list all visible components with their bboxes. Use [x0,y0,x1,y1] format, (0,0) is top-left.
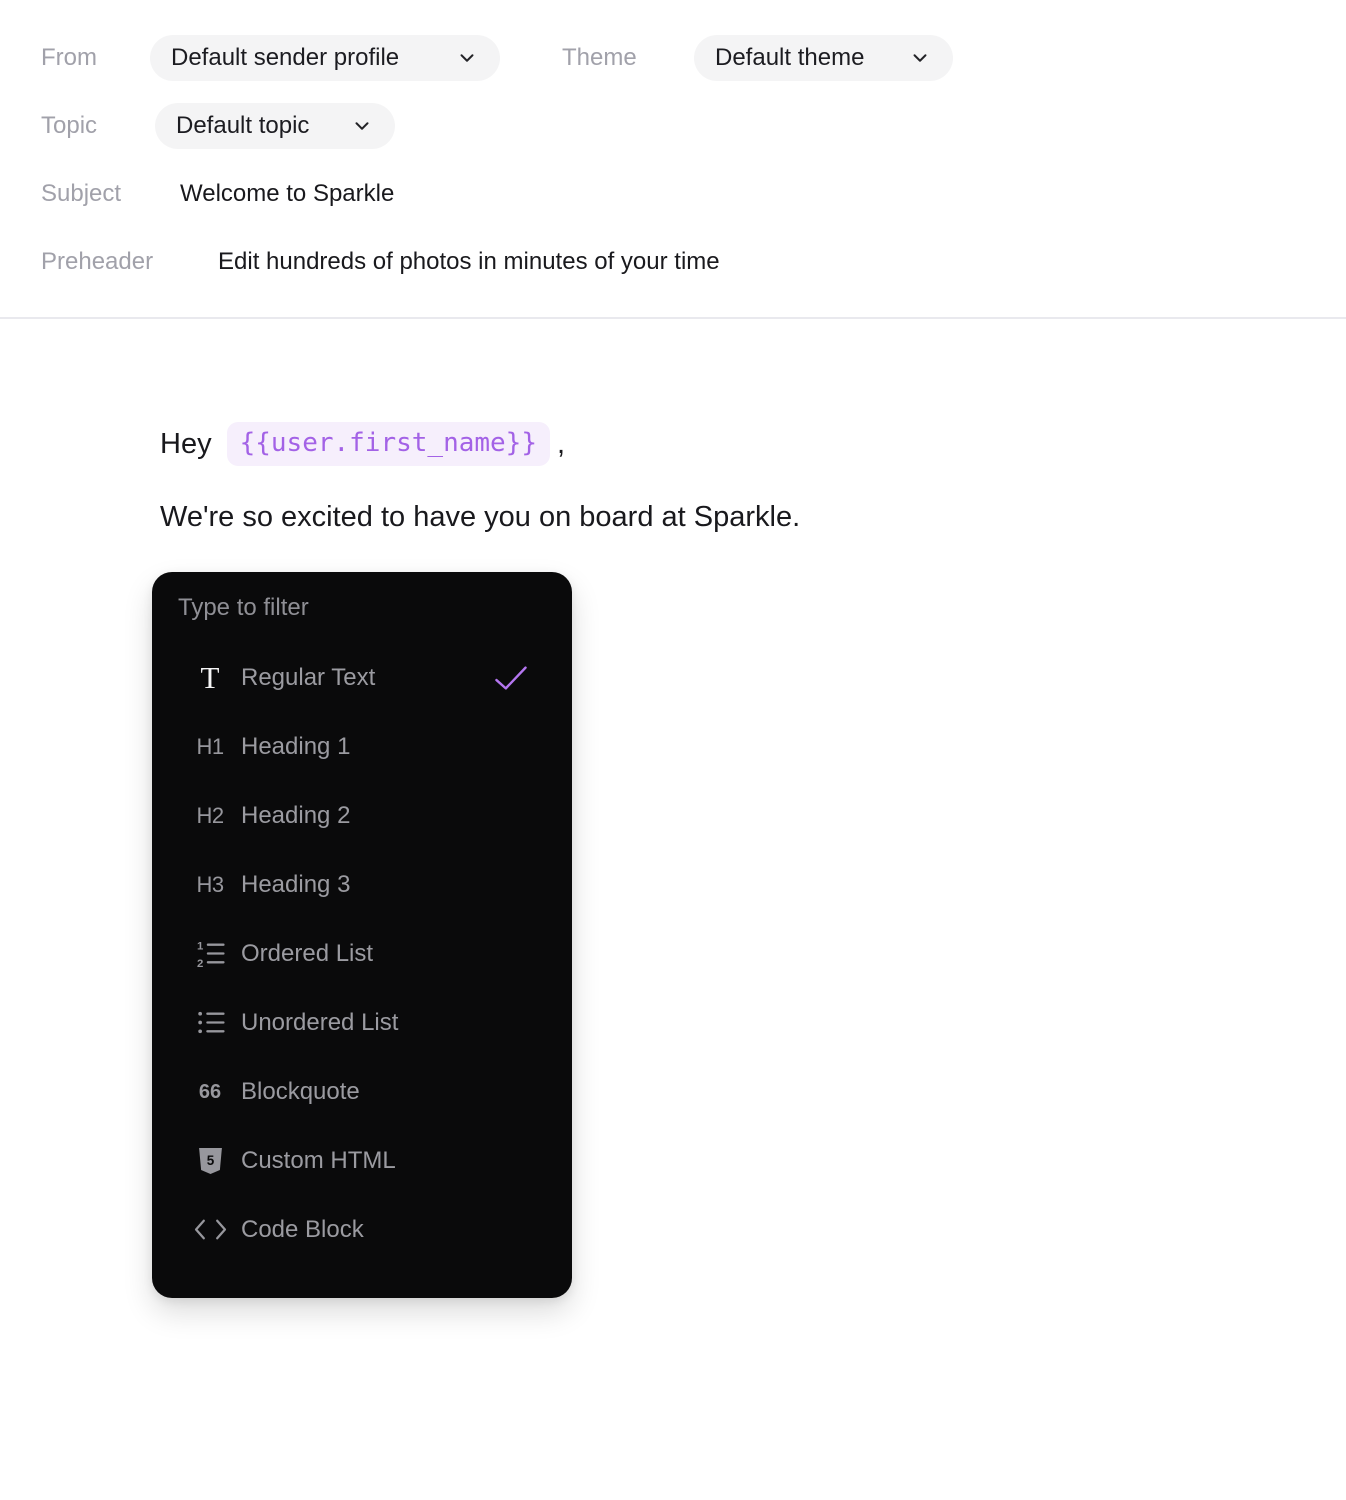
menu-item-label: Custom HTML [241,1146,396,1174]
topic-label: Topic [41,112,98,139]
chevron-down-icon [351,115,373,137]
menu-item-label: Heading 2 [241,801,351,829]
greeting-line [160,419,565,469]
subject-label: Subject [41,180,122,207]
theme-label: Theme [562,44,637,71]
block-type-menu [152,572,572,1298]
header-divider [0,317,1346,319]
menu-item-custom-html[interactable] [152,1126,572,1195]
template-variable-token[interactable]: {{user.first_name}} [227,422,550,466]
heading-1-icon: H1 [196,733,224,759]
svg-text:5: 5 [206,1152,214,1168]
greeting-prefix: Hey [160,427,212,460]
theme-dropdown[interactable] [694,35,953,81]
svg-text:1: 1 [196,940,203,953]
text-icon: T [200,660,220,695]
menu-item-regular-text[interactable] [152,643,572,712]
topic-value: Default topic [176,112,310,139]
topic-dropdown[interactable] [155,103,395,149]
menu-item-blockquote[interactable] [152,1057,572,1126]
ordered-list-icon [193,939,227,968]
preheader-field[interactable]: Edit hundreds of photos in minutes of your time [218,248,720,275]
menu-item-unordered-list[interactable] [152,988,572,1057]
menu-item-code-block[interactable] [152,1195,572,1264]
unordered-list-icon [193,1008,227,1037]
menu-item-list [152,643,572,1264]
preheader-label: Preheader [41,248,154,275]
chevron-down-icon [456,47,478,69]
chevron-down-icon [909,47,931,69]
greeting-suffix: , [557,427,566,460]
menu-item-label: Regular Text [241,663,376,691]
body-paragraph: We're so excited to have you on board at Sparkle. [160,501,801,533]
menu-item-label: Unordered List [241,1008,399,1036]
menu-item-heading-1[interactable] [152,712,572,781]
menu-item-label: Code Block [241,1215,364,1243]
custom-html-icon [193,1147,227,1175]
subject-field[interactable]: Welcome to Sparkle [180,180,395,207]
sender-profile-dropdown[interactable] [150,35,500,81]
menu-item-ordered-list[interactable] [152,919,572,988]
menu-item-label: Heading 1 [241,732,351,760]
menu-item-label: Ordered List [241,939,374,967]
blockquote-icon: 66 [198,1080,222,1103]
menu-item-heading-2[interactable] [152,781,572,850]
checkmark-icon [494,664,528,691]
svg-text:2: 2 [196,957,203,968]
theme-value: Default theme [715,44,865,71]
sender-profile-value: Default sender profile [171,44,400,71]
heading-2-icon: H2 [196,802,224,828]
menu-item-heading-3[interactable] [152,850,572,919]
heading-3-icon: H3 [196,871,224,897]
menu-filter-input[interactable] [178,594,518,622]
code-block-icon [193,1217,227,1242]
from-label: From [41,44,97,71]
menu-item-label: Blockquote [241,1077,360,1105]
menu-item-label: Heading 3 [241,870,351,898]
